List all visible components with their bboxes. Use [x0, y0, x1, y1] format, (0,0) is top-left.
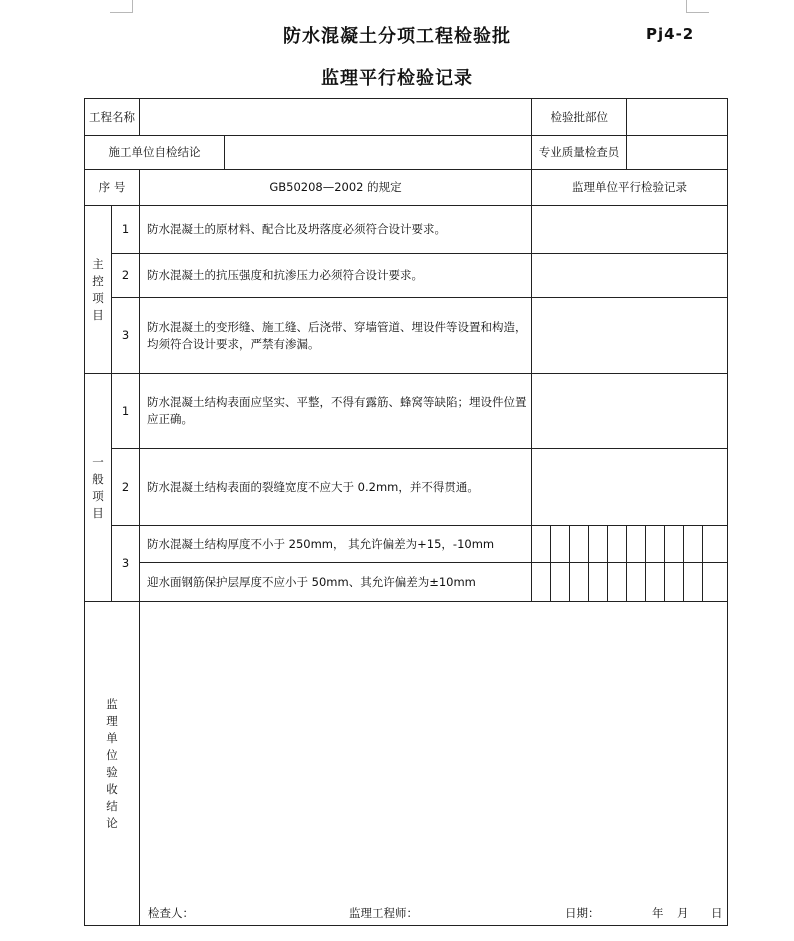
measure-cell[interactable] — [551, 563, 570, 602]
batch-location-label: 检验批部位 — [551, 99, 627, 136]
requirement-text: 防水混凝土的抗压强度和抗渗压力必须符合设计要求。 — [140, 254, 532, 298]
crop-mark-right — [686, 0, 709, 13]
requirement-text: 迎水面钢筋保护层厚度不应小于 50mm、其允许偏差为±10mm — [140, 563, 532, 602]
spec-header: GB50208—2002 的规定 — [140, 170, 532, 206]
table-row — [85, 254, 728, 298]
measure-cell[interactable] — [608, 526, 627, 563]
measure-cell[interactable] — [570, 526, 589, 563]
crop-mark-left — [110, 0, 133, 13]
date-label: 日期： — [565, 906, 600, 920]
conclusion-row — [85, 602, 728, 926]
month-label: 月 — [677, 906, 689, 920]
inspector-label: 检查人： — [148, 906, 194, 920]
form-code: Pj4-2 — [646, 25, 695, 43]
record-header: 监理单位平行检验记录 — [532, 170, 728, 206]
record-cell[interactable] — [532, 206, 728, 254]
requirement-text: 防水混凝土结构厚度不小于 250mm， 其允许偏差为+15，-10mm — [140, 526, 532, 563]
row-number: 2 — [112, 254, 140, 298]
measure-cell[interactable] — [646, 563, 665, 602]
measure-cell[interactable] — [646, 526, 665, 563]
table-row — [85, 206, 728, 254]
quality-inspector-label: 专业质量检查员 — [532, 136, 627, 170]
row-number: 1 — [112, 374, 140, 449]
column-header-row — [85, 170, 728, 206]
measure-cell[interactable] — [627, 526, 646, 563]
table-row — [85, 298, 728, 374]
measure-cell[interactable] — [532, 563, 551, 602]
row-number: 2 — [112, 449, 140, 526]
contractor-conclusion-field[interactable] — [225, 136, 532, 170]
measure-cell[interactable] — [608, 563, 627, 602]
record-cell[interactable] — [532, 449, 728, 526]
measure-cell[interactable] — [570, 563, 589, 602]
table-row — [85, 526, 728, 563]
requirement-text: 防水混凝土的变形缝、施工缝、后浇带、穿墙管道、埋设件等设置和构造，均须符合设计要求，严禁有渗漏。 — [140, 298, 532, 374]
record-cell[interactable] — [532, 298, 728, 374]
conclusion-label — [85, 602, 140, 926]
year-label: 年 — [652, 906, 664, 920]
seq-header: 序 号 — [85, 170, 140, 206]
measure-cell[interactable] — [627, 563, 646, 602]
record-cell[interactable] — [532, 374, 728, 449]
conclusion-area[interactable] — [140, 602, 728, 926]
measure-cell[interactable] — [684, 563, 703, 602]
requirement-text: 防水混凝土结构表面应坚实、平整，不得有露筋、蜂窝等缺陷；埋设件位置应正确。 — [140, 374, 532, 449]
measure-cell[interactable] — [551, 526, 570, 563]
table-row — [85, 374, 728, 449]
contractor-conclusion-label: 施工单位自检结论 — [85, 136, 225, 170]
document-title: 防水混凝土分项工程检验批 — [283, 26, 511, 47]
row-number: 3 — [112, 526, 140, 602]
project-name-label: 工程名称 — [85, 99, 140, 136]
day-label: 日 — [711, 906, 723, 920]
signature-line — [140, 903, 727, 925]
measure-cell[interactable] — [589, 563, 608, 602]
general-items-label — [85, 374, 112, 602]
record-cell[interactable] — [532, 254, 728, 298]
project-row — [85, 99, 728, 136]
measure-cell[interactable] — [665, 526, 684, 563]
requirement-text: 防水混凝土结构表面的裂缝宽度不应大于 0.2mm，并不得贯通。 — [140, 449, 532, 526]
requirement-text: 防水混凝土的原材料、配合比及坍落度必须符合设计要求。 — [140, 206, 532, 254]
table-row — [85, 563, 728, 602]
batch-location-field[interactable] — [627, 99, 728, 136]
row-number: 3 — [112, 298, 140, 374]
inspection-table — [84, 98, 728, 926]
conclusion-label-text: 监理单位验收结论 — [106, 696, 118, 830]
measure-cell[interactable] — [703, 563, 728, 602]
document-subtitle: 监理平行检验记录 — [321, 68, 473, 89]
measure-cell[interactable] — [589, 526, 608, 563]
measure-cell[interactable] — [684, 526, 703, 563]
engineer-label: 监理工程师： — [349, 906, 418, 920]
measure-cell[interactable] — [532, 526, 551, 563]
general-items-label-text: 一般项目 — [92, 454, 104, 520]
contractor-row — [85, 136, 728, 170]
measure-cell[interactable] — [665, 563, 684, 602]
project-name-field[interactable] — [140, 99, 532, 136]
quality-inspector-field[interactable] — [627, 136, 728, 170]
main-items-label — [85, 206, 112, 374]
main-items-label-text: 主控项目 — [92, 256, 104, 322]
measure-cell[interactable] — [703, 526, 728, 563]
table-row — [85, 449, 728, 526]
row-number: 1 — [112, 206, 140, 254]
